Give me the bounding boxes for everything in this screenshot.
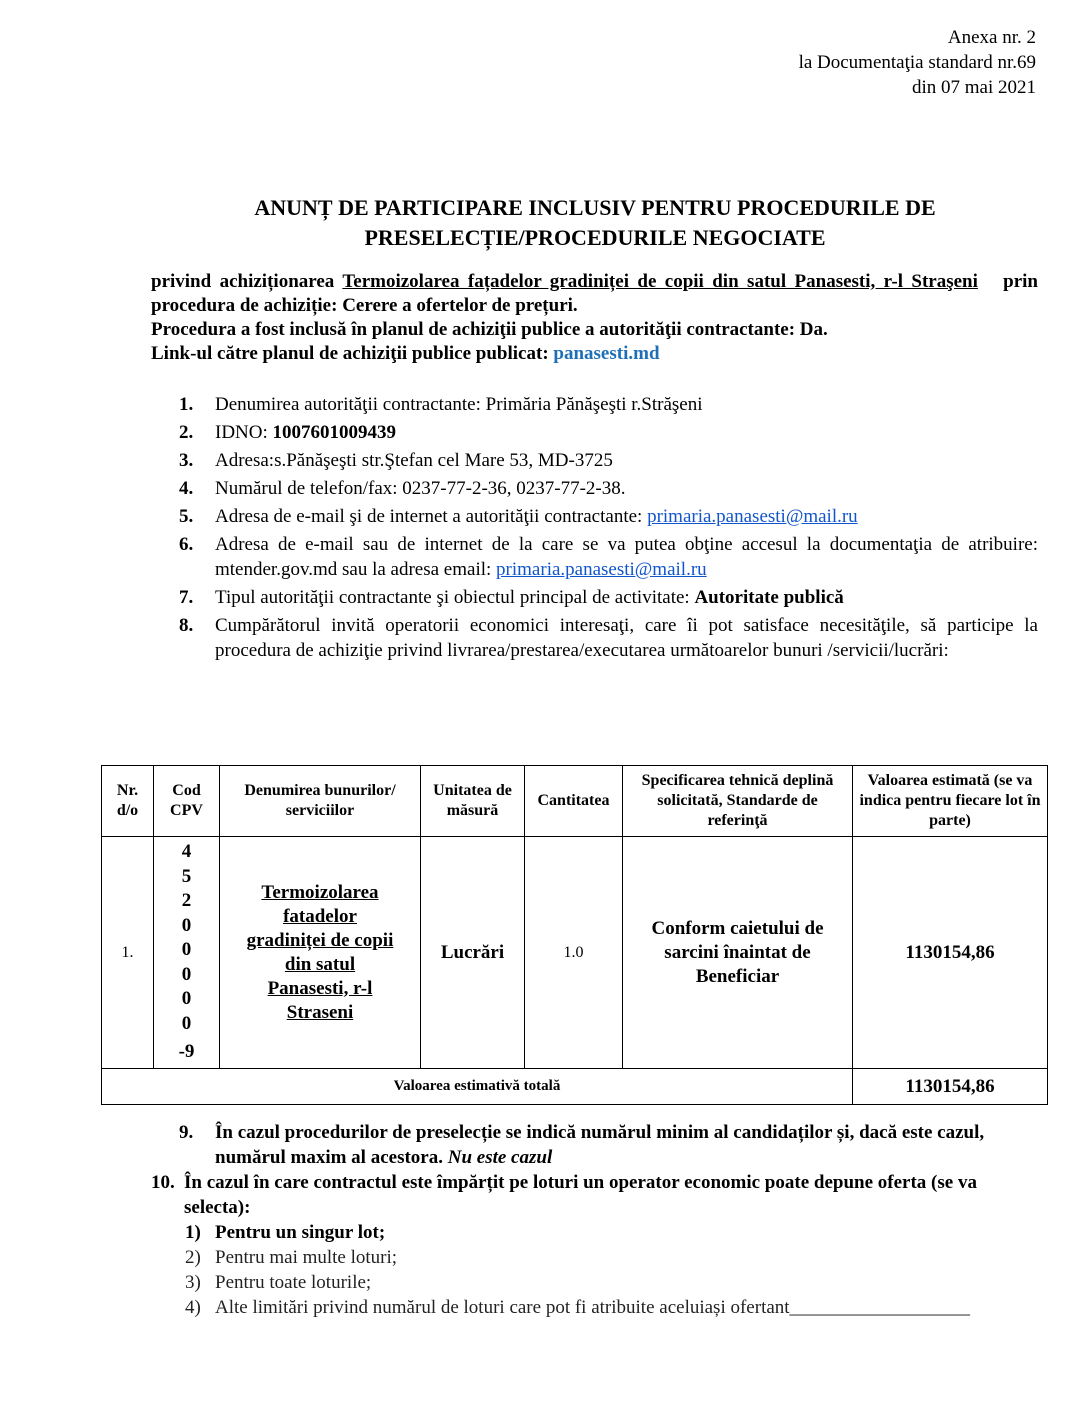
email-link[interactable]: primaria.panasesti@mail.ru xyxy=(496,559,707,580)
row-nr: 1. xyxy=(102,837,154,1069)
list-item xyxy=(151,613,1038,663)
title-line-1: ANUNȚ DE PARTICIPARE INCLUSIV PENTRU PROCEDURILE DE xyxy=(254,195,936,220)
lot-option[interactable] xyxy=(151,1270,1038,1295)
plan-link[interactable]: panasesti.md xyxy=(553,343,660,364)
header-unit: Unitatea de măsură xyxy=(421,766,525,837)
header-cpv: Cod CPV xyxy=(154,766,220,837)
intro-prefix: privind achiziționarea xyxy=(151,271,335,292)
option-number: 1) xyxy=(185,1222,201,1243)
annex-document: la Documentaţia standard nr.69 xyxy=(798,52,1036,73)
header-nr: Nr. d/o xyxy=(102,766,154,837)
item-number: 7. xyxy=(179,587,194,608)
authority-type: Autoritate publică xyxy=(694,587,844,608)
table-header-row xyxy=(102,766,1048,837)
total-label: Valoarea estimativă totală xyxy=(102,1069,853,1105)
cpv-digit: 2 xyxy=(181,890,192,912)
item-9-value: Nu este cazul xyxy=(447,1147,553,1168)
cpv-digit: 0 xyxy=(181,988,192,1010)
option-number: 3) xyxy=(185,1272,201,1293)
procurement-table xyxy=(101,765,1048,1105)
list-item xyxy=(151,448,1038,473)
row-cpv xyxy=(154,837,220,1069)
list-item xyxy=(151,420,1038,445)
cpv-suffix: -9 xyxy=(178,1041,195,1063)
list-item xyxy=(151,504,1038,529)
row-name-text: Termoizolarea fatadelor gradiniței de copii din satul Panasesti, r-l Straseni xyxy=(246,881,394,1023)
lot-option[interactable] xyxy=(151,1220,1038,1245)
list-item xyxy=(151,532,1038,582)
item-number: 5. xyxy=(179,506,194,527)
option-number: 4) xyxy=(185,1297,201,1318)
option-text: Pentru toate loturile; xyxy=(215,1272,372,1293)
intro-block xyxy=(151,270,1038,366)
item-number: 9. xyxy=(179,1122,194,1143)
cpv-digit: 5 xyxy=(181,865,192,887)
idno-value: 1007601009439 xyxy=(272,422,397,443)
title-line-2: PRESELECȚIE/PROCEDURILE NEGOCIATE xyxy=(364,225,826,250)
row-qty: 1.0 xyxy=(525,837,623,1069)
item-10-text: În cazul în care contractul este împărțit pe loturi un operator economic poate depune oferta (se va selecta): xyxy=(184,1172,977,1218)
item-text: Adresa de e-mail sau de internet de la care se va putea obţine accesul la documentaţia de atribuire: mtender.gov.md sau la adresa email: xyxy=(215,534,1038,580)
item-9-text: În cazul procedurilor de preselecție se indică numărul minim al candidaților și, dacă este cazul, numărul maxim al acestora. xyxy=(215,1122,985,1168)
annex-number: Anexa nr. 2 xyxy=(947,27,1036,48)
additional-items xyxy=(151,1120,1038,1320)
total-value: 1130154,86 xyxy=(853,1069,1048,1105)
header-name: Denumirea bunurilor/ serviciilor xyxy=(220,766,421,837)
intro-object-line xyxy=(151,270,1038,318)
item-text: Adresa de e-mail şi de internet a autorităţii contractante: xyxy=(215,506,648,527)
lot-option[interactable] xyxy=(151,1245,1038,1270)
header-value: Valoarea estimată (se va indica pentru fiecare lot în parte) xyxy=(853,766,1048,837)
row-name xyxy=(220,837,421,1069)
item-number: 6. xyxy=(179,534,194,555)
cpv-digit: 0 xyxy=(181,914,192,936)
item-text: Cumpărătorul invită operatorii economici interesaţi, care îi pot satisface necesităţile, să participe la procedura de achiziţie privind livrarea/prestarea/executarea următoarelor bunuri /servicii/lucrări: xyxy=(215,615,1038,661)
annex-date: din 07 mai 2021 xyxy=(911,77,1036,98)
list-item xyxy=(151,476,1038,501)
annex-reference xyxy=(799,25,1036,100)
list-item xyxy=(151,392,1038,417)
option-number: 2) xyxy=(185,1247,201,1268)
email-link[interactable]: primaria.panasesti@mail.ru xyxy=(647,506,858,527)
plan-link-line xyxy=(151,342,1038,366)
item-number: 10. xyxy=(151,1172,175,1193)
item-text: Numărul de telefon/fax: 0237-77-2-36, 0237-77-2-38. xyxy=(215,478,626,499)
item-number: 1. xyxy=(179,394,194,415)
option-text: Pentru mai multe loturi; xyxy=(215,1247,398,1268)
item-text: Denumirea autorităţii contractante: Primăria Pănăşeşti r.Străşeni xyxy=(215,394,703,415)
cpv-digit: 0 xyxy=(181,963,192,985)
row-value: 1130154,86 xyxy=(853,837,1048,1069)
item-number: 2. xyxy=(179,422,194,443)
list-item xyxy=(151,585,1038,610)
cpv-digit: 0 xyxy=(181,939,192,961)
item-number: 8. xyxy=(179,615,194,636)
item-number: 4. xyxy=(179,478,194,499)
cpv-digit: 0 xyxy=(181,1012,192,1034)
procurement-object: Termoizolarea fațadelor gradiniței de copii din satul Panasesti, r-l Straşeni xyxy=(342,271,978,292)
item-text: Adresa:s.Pănăşeşti str.Ştefan cel Mare 53, MD-3725 xyxy=(215,450,613,471)
option-text: Pentru un singur lot; xyxy=(215,1222,386,1243)
option-text: Alte limitări privind numărul de loturi care pot fi atribuite aceluiași ofertant___________________ xyxy=(215,1297,971,1318)
item-9 xyxy=(151,1120,1038,1170)
header-spec: Specificarea tehnică deplină solicitată, Standarde de referinţă xyxy=(623,766,853,837)
header-qty: Cantitatea xyxy=(525,766,623,837)
row-spec: Conform caietului de sarcini înaintat de Beneficiar xyxy=(623,837,853,1069)
item-label: IDNO: xyxy=(215,422,273,443)
procedure-type: prin procedura de achiziție: Cerere a ofertelor de prețuri. xyxy=(151,271,1038,316)
lot-option[interactable] xyxy=(151,1295,1038,1320)
item-text: Tipul autorităţii contractante şi obiectul principal de activitate: xyxy=(215,587,695,608)
item-10 xyxy=(151,1170,1038,1220)
item-number: 3. xyxy=(179,450,194,471)
table-row xyxy=(102,837,1048,1069)
row-unit: Lucrări xyxy=(421,837,525,1069)
table-total-row xyxy=(102,1069,1048,1105)
cpv-digit: 4 xyxy=(181,841,192,863)
plan-link-label: Link-ul către planul de achiziţii publice publicat: xyxy=(151,343,549,364)
info-list xyxy=(151,392,1038,666)
plan-included: Procedura a fost inclusă în planul de achiziţii publice a autorităţii contractante: Da. xyxy=(151,319,828,340)
page-title xyxy=(150,193,1040,253)
